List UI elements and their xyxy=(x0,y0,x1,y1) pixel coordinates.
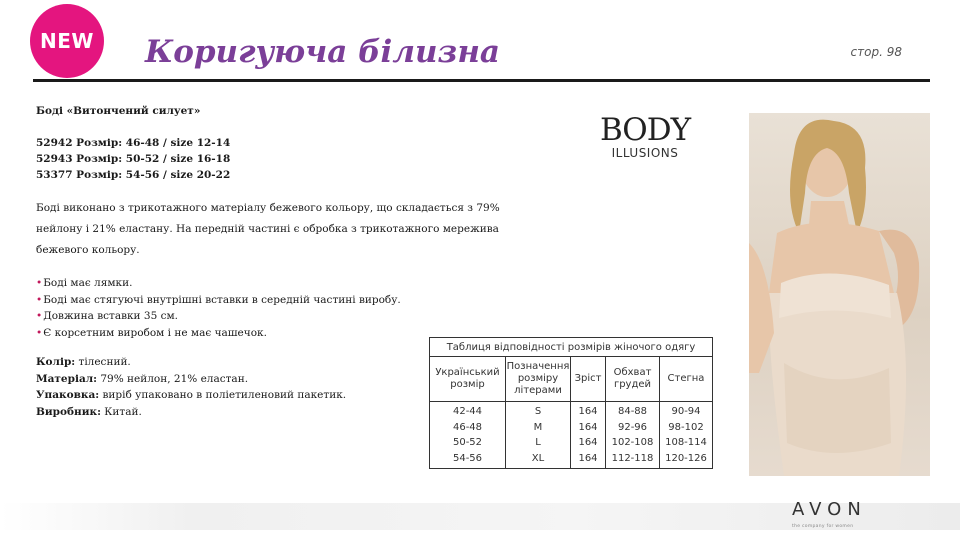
feature-text: Довжина вставки 35 см. xyxy=(43,310,178,322)
table-cell: 98-102 xyxy=(668,421,704,433)
table-cell: L xyxy=(535,437,541,448)
table-cell: S xyxy=(534,406,542,417)
logo-body-text: BODY xyxy=(599,112,691,148)
column-header: Зріст xyxy=(571,357,606,402)
spec-label: Виробник: xyxy=(36,405,101,418)
table-cell: 90-94 xyxy=(671,406,701,417)
avon-wordmark: AVON xyxy=(792,499,867,520)
size-table xyxy=(429,337,713,469)
sku-list xyxy=(36,135,506,183)
sku-line: 52943 Розмір: 50-52 / size 16-18 xyxy=(36,153,231,165)
size-column-ukr xyxy=(430,402,506,469)
feature-item xyxy=(36,292,506,309)
feature-text: Боді має стягуючі внутрішні вставки в середній частині виробу. xyxy=(43,293,401,306)
table-cell: M xyxy=(533,421,543,433)
table-cell: 102-108 xyxy=(611,437,654,448)
spec-label: Упаковка: xyxy=(36,389,100,401)
model-photo xyxy=(749,113,930,476)
table-cell: 112-118 xyxy=(611,452,654,464)
feature-item xyxy=(36,275,506,292)
size-column-bust xyxy=(606,402,660,469)
header-divider xyxy=(33,79,930,82)
column-header: Позначення розміру літерами xyxy=(506,357,571,402)
size-column-hips xyxy=(660,402,713,469)
table-cell: 46-48 xyxy=(452,421,483,433)
spec-value: Китай. xyxy=(100,405,142,418)
product-description: Боді виконано з трикотажного матеріалу бежевого кольору, що складається з 79% нейлону і 21% еластану. На передній частині є обробка з трикотажного мережива бежевого кольору. xyxy=(36,202,500,256)
avon-tagline: the company for women xyxy=(792,524,854,529)
table-cell: 54-56 xyxy=(452,452,483,464)
table-cell: 164 xyxy=(578,421,598,433)
new-badge xyxy=(30,4,104,78)
table-cell: XL xyxy=(531,452,545,464)
avon-logo xyxy=(792,499,892,529)
table-cell: 92-96 xyxy=(617,421,648,433)
page-reference: стор. 98 xyxy=(850,45,902,59)
feature-text: Боді має лямки. xyxy=(43,277,133,289)
table-cell: 164 xyxy=(578,452,598,464)
spec-value: виріб упаковано в поліетиленовий пакетик. xyxy=(99,389,347,401)
size-table-caption: Таблиця відповідності розмірів жіночого одягу xyxy=(430,338,713,357)
column-header: Стегна xyxy=(660,357,713,402)
body-illusions-logo xyxy=(597,114,693,160)
table-cell: 164 xyxy=(578,406,598,417)
sku-line: 52942 Розмір: 46-48 / size 12-14 xyxy=(36,137,231,149)
model-illustration xyxy=(749,113,930,476)
product-name: Боді «Витончений силует» xyxy=(36,105,201,117)
table-cell: 120-126 xyxy=(665,452,707,464)
table-cell: 164 xyxy=(578,437,598,448)
new-badge-label: NEW xyxy=(40,29,94,53)
column-header: Український розмір xyxy=(430,357,506,402)
feature-list xyxy=(36,275,506,341)
spec-label: Матеріал: xyxy=(36,372,98,385)
spec-label: Колір: xyxy=(36,356,76,368)
table-cell: 42-44 xyxy=(452,406,483,417)
page-title: Коригуюча білизна xyxy=(145,34,501,70)
sku-line: 53377 Розмір: 54-56 / size 20-22 xyxy=(36,169,231,181)
table-cell: 108-114 xyxy=(665,437,707,448)
column-header: Обхват грудей xyxy=(606,357,660,402)
table-cell: 84-88 xyxy=(617,406,648,417)
size-column-letter xyxy=(506,402,571,469)
feature-text: Є корсетним виробом і не має чашечок. xyxy=(43,326,267,339)
logo-illusions-text: ILLUSIONS xyxy=(611,146,679,160)
table-cell: 50-52 xyxy=(452,437,483,448)
spec-value: 79% нейлон, 21% еластан. xyxy=(97,372,249,385)
feature-item xyxy=(36,308,506,325)
size-column-height xyxy=(571,402,606,469)
spec-value: тілесний. xyxy=(75,356,131,368)
